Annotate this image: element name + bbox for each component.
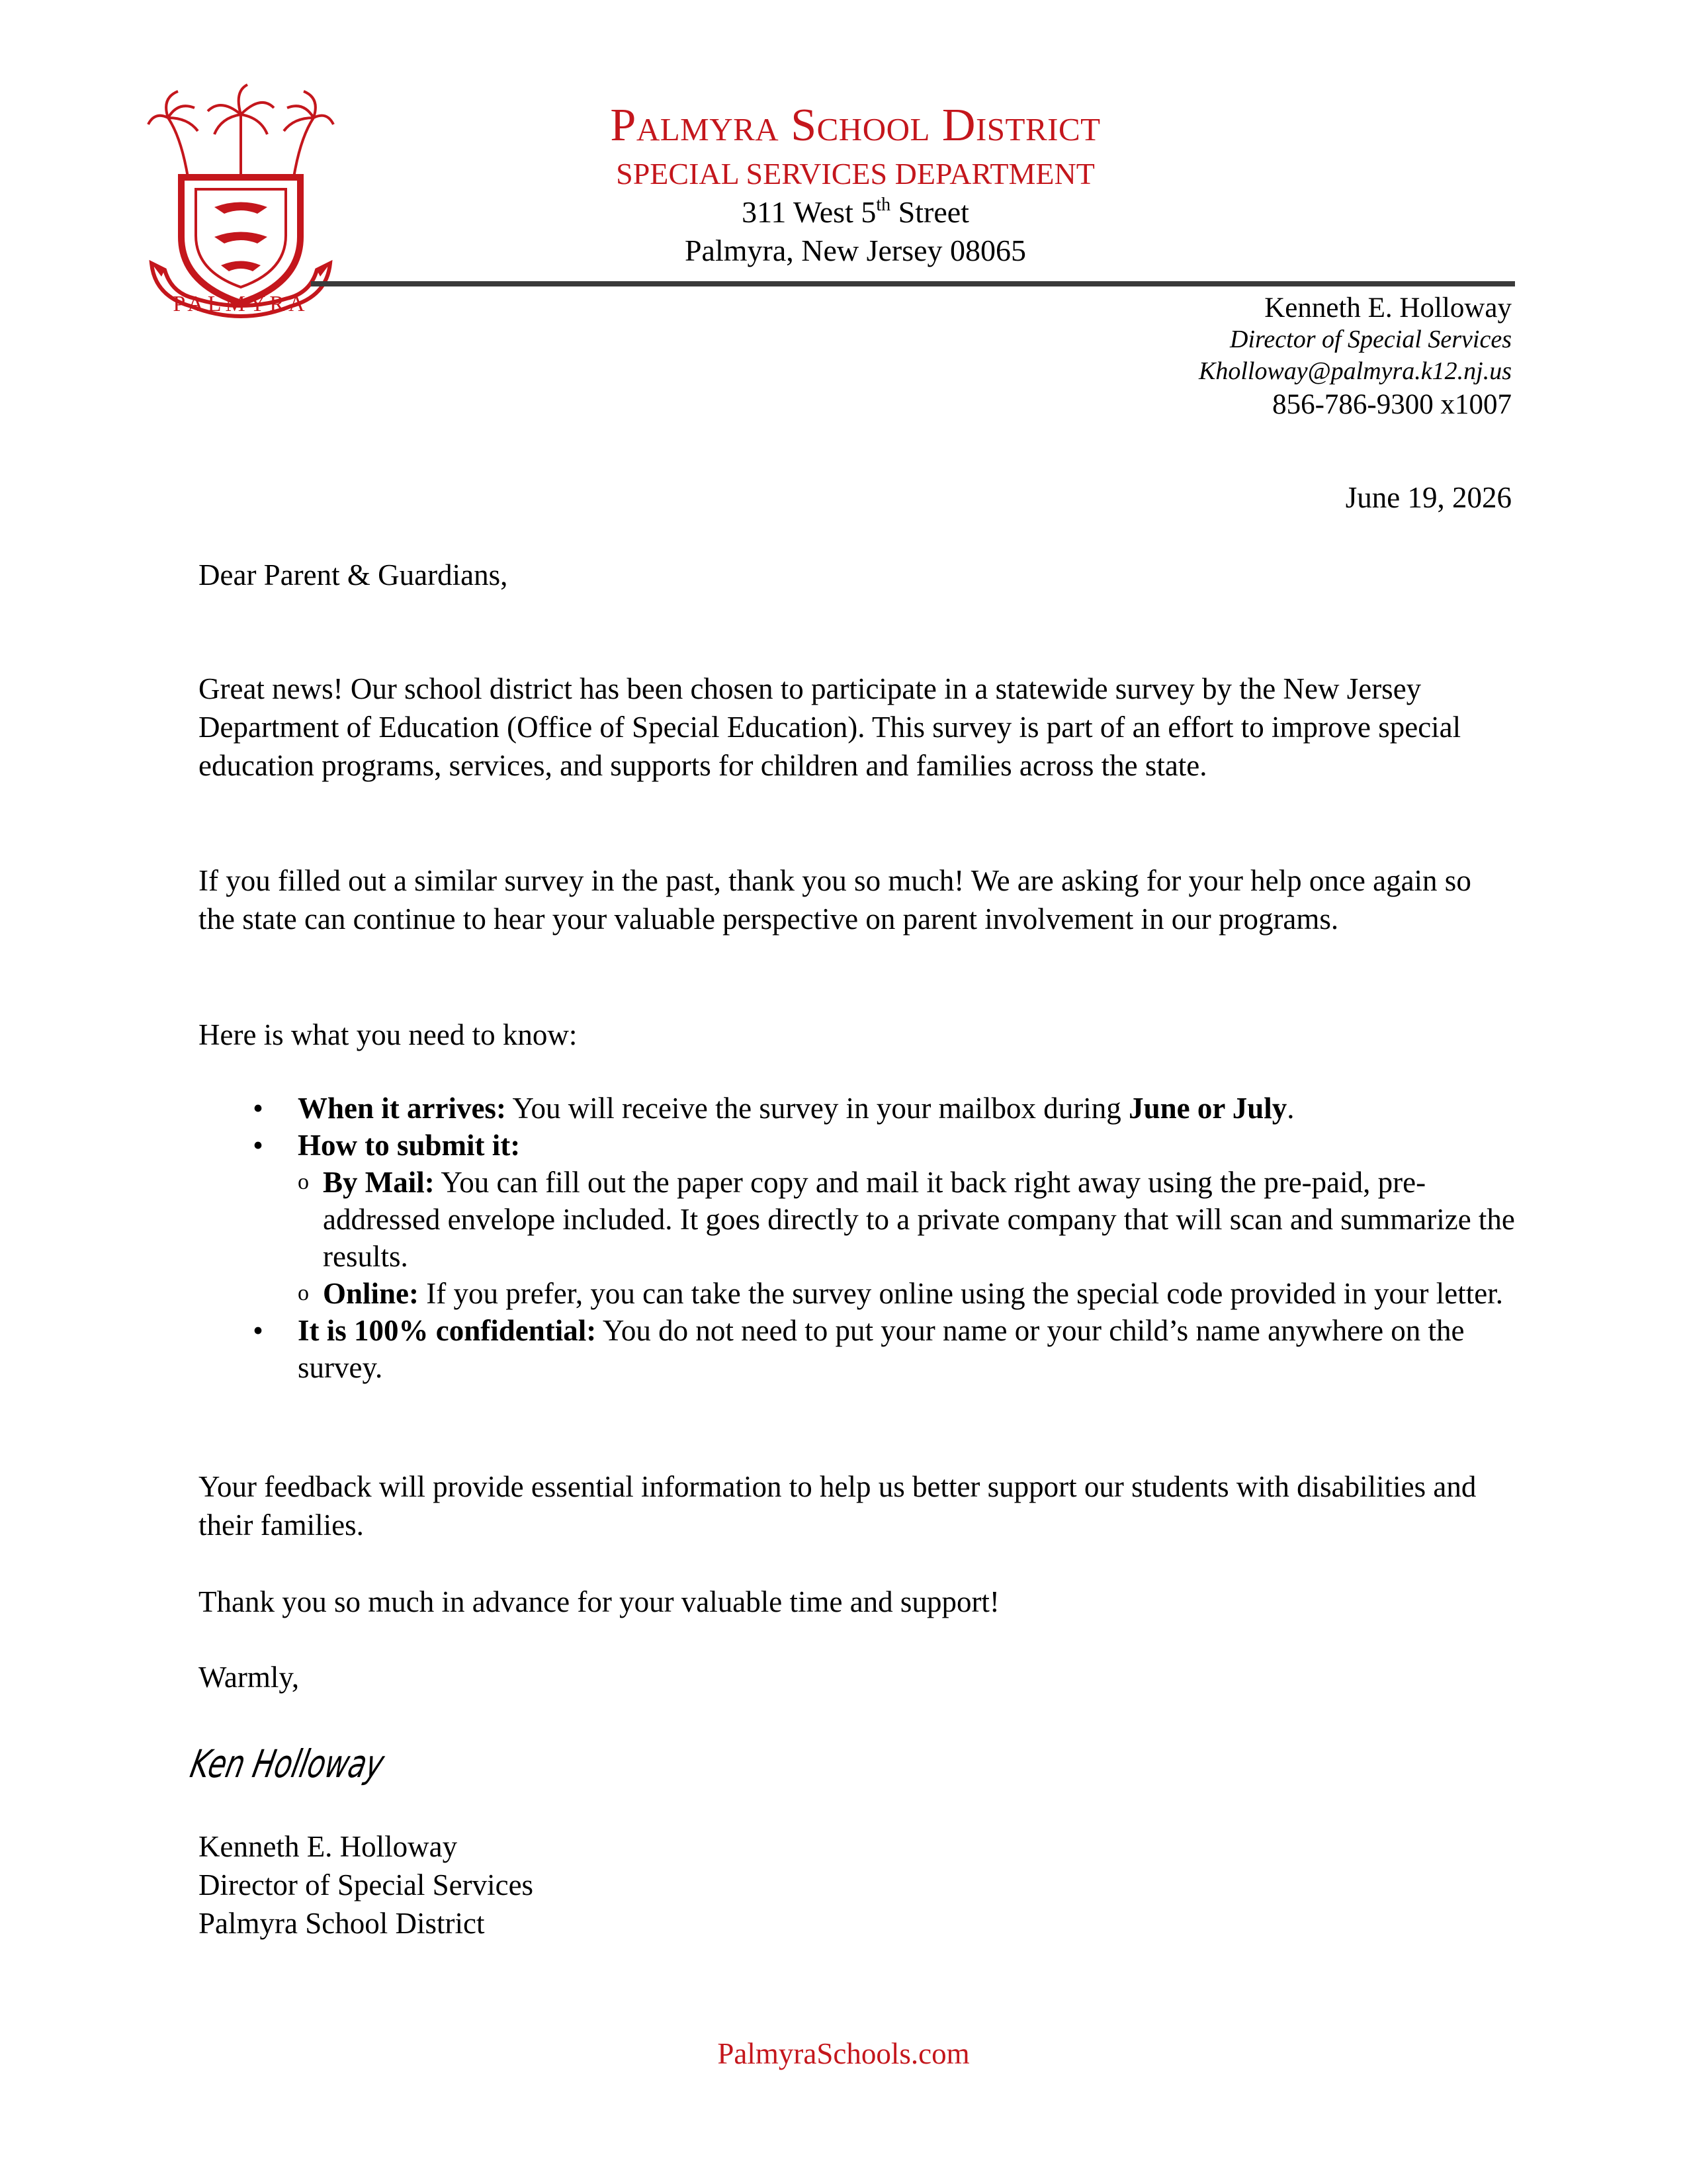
- street-number: 311 West 5: [742, 195, 877, 229]
- bullet-confidential: [198, 1312, 1515, 1386]
- bullet-dot: •: [253, 1129, 263, 1162]
- header-divider: [311, 281, 1515, 286]
- bullet-how-to-submit: [198, 1127, 1515, 1164]
- paragraph-thank-you: Thank you so much in advance for your valuable time and support!: [198, 1585, 1000, 1618]
- bullet-dot: •: [253, 1092, 263, 1125]
- sender-email[interactable]: Kholloway@palmyra.k12.nj.us: [1199, 357, 1512, 385]
- sub-bullet-label: By Mail:: [323, 1166, 435, 1199]
- sender-title: Director of Special Services: [1230, 326, 1512, 353]
- paragraph-intro: Great news! Our school district has been chosen to participate in a statewide survey by the New Jersey Department of Education (Office of Special Education). This survey is part of an effort to improve special education programs, services, and supports for children and families across the state.: [198, 672, 1461, 782]
- sub-bullet-text: If you prefer, you can take the survey online using the special code provided in your letter.: [419, 1277, 1503, 1310]
- crest-banner-text: PALMYRA: [173, 292, 309, 316]
- handwritten-signature: [187, 1731, 455, 1797]
- department-name: SPECIAL SERVICES DEPARTMENT: [616, 157, 1095, 191]
- bullet-text: You do not need to put your name or your child’s name anywhere on the survey.: [298, 1314, 1465, 1384]
- sub-bullet-marker: o: [298, 1281, 309, 1305]
- paragraph-thanks: If you filled out a similar survey in the past, thank you so much! We are asking for your help once again so the state can continue to hear your valuable perspective on parent involvement in our programs.: [198, 864, 1471, 936]
- paragraph-need-to-know: Here is what you need to know:: [198, 1018, 578, 1051]
- signoff-organization: Palmyra School District: [198, 1907, 485, 1940]
- bullet-text-end: .: [1287, 1092, 1295, 1125]
- sender-name: Kenneth E. Holloway: [1264, 292, 1512, 324]
- signature-text: Ken Holloway: [187, 1741, 455, 1786]
- sub-bullet-label: Online:: [323, 1277, 419, 1310]
- signoff-name: Kenneth E. Holloway: [198, 1830, 458, 1863]
- street-ordinal: th: [876, 195, 891, 215]
- street-suffix: Street: [890, 195, 969, 229]
- bullet-when-arrives: [198, 1090, 1515, 1127]
- bullet-dot: •: [253, 1314, 263, 1347]
- sub-bullet-by-mail: [198, 1164, 1515, 1275]
- district-name: Palmyra School District: [610, 100, 1101, 151]
- sender-phone: 856-786-9300 x1007: [1272, 389, 1512, 420]
- bullet-label: How to submit it:: [298, 1129, 521, 1162]
- sub-bullet-marker: o: [298, 1170, 309, 1194]
- paragraph-feedback: Your feedback will provide essential information to help us better support our students with disabilities and their families.: [198, 1470, 1477, 1542]
- salutation: Dear Parent & Guardians,: [198, 558, 508, 591]
- bullet-bold-months: June or July: [1129, 1092, 1287, 1125]
- city-state-zip: Palmyra, New Jersey 08065: [684, 234, 1027, 267]
- letter-date: June 19, 2026: [1345, 481, 1512, 514]
- sub-bullet-online: [198, 1275, 1515, 1312]
- closing: Warmly,: [198, 1661, 300, 1694]
- info-bullet-list: [198, 1090, 1515, 1386]
- signoff-title: Director of Special Services: [198, 1868, 534, 1901]
- street-address: [0, 197, 1687, 228]
- sub-bullet-text: You can fill out the paper copy and mail it back right away using the pre-paid, pre-addressed envelope included. It goes directly to a private company that will scan and summarize the results.: [323, 1166, 1515, 1273]
- footer-website-link[interactable]: PalmyraSchools.com: [717, 2037, 970, 2070]
- bullet-label: It is 100% confidential:: [298, 1314, 597, 1347]
- bullet-text: You will receive the survey in your mailbox during: [505, 1092, 1129, 1125]
- bullet-label: When it arrives:: [298, 1092, 506, 1125]
